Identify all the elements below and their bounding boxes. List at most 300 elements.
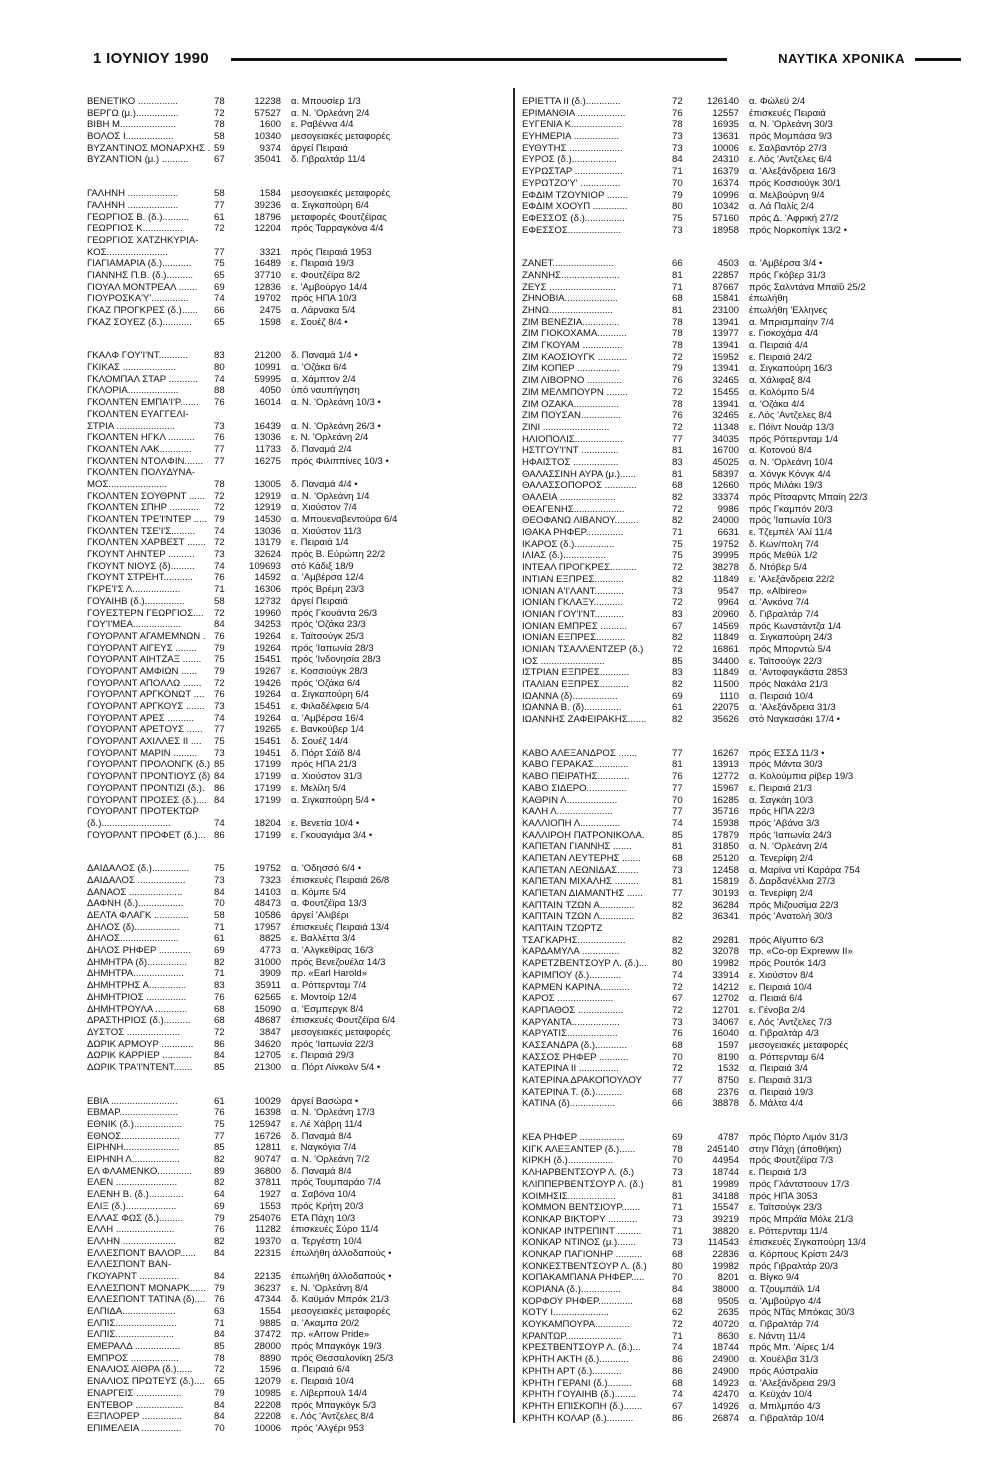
build-year: 73 xyxy=(672,1237,683,1249)
ship-name: ΚΟΝΚΑΡ ΒΙΚΤΟΡΥ ........... xyxy=(522,1213,638,1225)
ship-status: πρός Μιλάκι 19/3 xyxy=(749,480,823,492)
tonnage: 18958 xyxy=(712,224,739,236)
ship-name: ΕΛΛΑΣ ΦΩΣ (δ.)......... xyxy=(87,1212,184,1224)
tonnage: 37472 xyxy=(254,1329,281,1341)
build-year: 71 xyxy=(214,921,225,933)
build-year: 79 xyxy=(672,189,683,201)
ship-row xyxy=(87,1213,487,1225)
ship-name: ΚΡΗΤΗ ΑΚΤΗ (δ.)........... xyxy=(522,1354,629,1366)
tonnage: 16700 xyxy=(712,445,739,457)
build-year: 71 xyxy=(214,1317,225,1329)
ship-status xyxy=(291,1259,487,1271)
build-year: 77 xyxy=(672,782,683,794)
tonnage: 12705 xyxy=(254,1050,281,1062)
ship-status: α. 'Αντοφαγκάστα 2853 xyxy=(749,667,848,679)
ship-row xyxy=(522,935,932,947)
ship-row xyxy=(522,434,932,446)
ship-status: α. 'Οζάκα 4/4 xyxy=(749,398,805,410)
build-year: 89 xyxy=(214,1165,225,1177)
build-year: 73 xyxy=(672,864,683,876)
tonnage: 10006 xyxy=(254,1422,281,1434)
tonnage: 87667 xyxy=(712,281,739,293)
ship-status: α. Κεϋχάν 10/4 xyxy=(749,1389,813,1401)
build-year: 74 xyxy=(214,525,225,537)
tonnage: 9547 xyxy=(717,585,739,597)
ship-row xyxy=(522,841,932,853)
ship-row xyxy=(522,1319,932,1331)
ship-status: δ. Γιβραλτάρ 11/4 xyxy=(291,154,366,166)
ship-status: πρός Βενεζουέλα 14/3 xyxy=(291,956,386,968)
ship-status: α. Σιγκαπούρη 6/4 xyxy=(291,199,369,211)
tonnage: 114543 xyxy=(707,1237,739,1249)
tonnage: 38878 xyxy=(712,1098,739,1110)
tonnage: 13005 xyxy=(254,478,281,490)
ship-name: ΓΚΟΛΝΤΕΝ ΣΟΥΘΡΝΤ ...... xyxy=(87,490,205,502)
header-rule xyxy=(231,58,727,61)
ship-status: ε. Πόϊντ Νουάρ 13/3 xyxy=(749,421,835,433)
ship-status: πρός 'Ινδονησία 28/3 xyxy=(291,654,381,666)
ship-status: πρός Μεθύλ 1/2 xyxy=(749,550,818,562)
tonnage: 33914 xyxy=(712,969,739,981)
ship-name: ΕΛΛΕΣΠΟΝΤ ΜΟΝΑΡΚ...... xyxy=(87,1282,206,1294)
ship-name: ΕΛΠΙΣ....................... xyxy=(87,1317,177,1329)
build-year: 79 xyxy=(214,514,225,525)
tonnage: 13179 xyxy=(254,537,281,549)
build-year: 68 xyxy=(672,1295,683,1307)
build-year: 75 xyxy=(214,863,225,875)
build-year: 76 xyxy=(672,375,683,387)
build-year: 85 xyxy=(672,655,683,667)
tonnage: 16489 xyxy=(254,258,281,270)
build-year: 63 xyxy=(214,1306,225,1317)
ship-name: ΚΡΗΤΗ ΚΟΛΑΡ (δ.).......... xyxy=(522,1412,634,1424)
ship-name: ΔΥΣΤΟΣ .................... xyxy=(87,1026,181,1038)
tonnage: 254076 xyxy=(248,1212,281,1224)
ship-status: α. Ρόττερνταμ 6/4 xyxy=(749,1051,825,1063)
ship-name: ΔΑΙΔΑΛΟΣ (δ.).............. xyxy=(87,863,190,875)
tonnage: 36341 xyxy=(712,911,739,923)
build-year: 66 xyxy=(672,258,683,270)
tonnage: 9964 xyxy=(717,597,739,609)
ship-row xyxy=(522,1413,932,1425)
build-year: 84 xyxy=(214,886,225,898)
tonnage: 12701 xyxy=(712,1004,739,1016)
build-year: 58 xyxy=(214,131,225,143)
left-column xyxy=(87,96,487,1457)
ship-row xyxy=(87,1411,487,1423)
ship-name: ΕΥΡΟΣ (δ.)................. xyxy=(522,154,617,166)
build-year: 83 xyxy=(214,980,225,992)
ship-name: ΓΚΛΟΡΙΑ................... xyxy=(87,385,179,397)
tonnage: 14103 xyxy=(254,886,281,898)
build-year: 73 xyxy=(672,1016,683,1028)
ship-row xyxy=(87,910,487,922)
tonnage: 48687 xyxy=(254,1015,281,1027)
ship-name: ΓΟΥΟΡΛΝΤ ΑΠΟΛΛΩ ....... xyxy=(87,677,202,689)
build-year: 68 xyxy=(672,1086,683,1098)
ship-name: ΚΑΡΠΑΘΟΣ ................. xyxy=(522,1004,624,1016)
ship-status: δ. Κων/πολη 7/4 xyxy=(749,538,819,550)
build-year: 62 xyxy=(672,1307,683,1319)
ship-row xyxy=(522,108,932,120)
ship-row xyxy=(522,911,932,923)
tonnage: 21200 xyxy=(254,350,281,362)
ship-name: ΚΑΠΕΤΑΝ ΓΙΑΝΝΗΣ ....... xyxy=(522,841,632,853)
ship-name: ΕΝΑΡΓΕΙΣ ................. xyxy=(87,1387,182,1399)
ship-row xyxy=(522,1354,932,1366)
ship-name: ΓΟΥΟΡΛΝΤ ΑΡΕΤΟΥΣ ...... xyxy=(87,724,203,736)
build-year: 82 xyxy=(214,1177,225,1189)
ship-row xyxy=(87,736,487,748)
ship-name: ΚΑΡΟΣ ..................... xyxy=(522,993,614,1005)
ship-name: ΚΙΡΚΗ (δ.)................. xyxy=(522,1155,614,1167)
ship-name: ΓΚΛΟΜΠΑΛ ΣΤΑΡ ........... xyxy=(87,373,198,385)
ship-name: ΒΕΝΕΤΙΚΟ ............... xyxy=(87,96,178,107)
tonnage: 12238 xyxy=(254,96,281,107)
build-year: 78 xyxy=(672,1143,683,1155)
ship-name: ΙΟΝΙΑΝ ΕΜΠΡΕΣ .......... xyxy=(522,620,628,632)
ship-status: πρός Ρίτσαρντς Μπαίη 22/3 xyxy=(749,492,868,503)
build-year: 58 xyxy=(214,910,225,921)
ship-status: στό Ναγκασάκι 17/4 • xyxy=(749,714,840,726)
ship-name: ΕΦΔΙΜ ΧΟΟΥΠ ............. xyxy=(522,201,628,213)
ship-name: ΓΚΟΥΑΡΝΤ ............... xyxy=(87,1270,180,1282)
build-year: 80 xyxy=(672,1260,683,1272)
build-year: 72 xyxy=(672,1063,683,1075)
ship-row xyxy=(522,691,932,703)
ship-row xyxy=(87,1027,487,1039)
ship-row xyxy=(87,456,487,468)
ship-row xyxy=(87,409,487,421)
tonnage: 16374 xyxy=(712,177,739,189)
ship-status xyxy=(749,923,932,935)
tonnage: 15451 xyxy=(254,654,281,666)
ship-status: πρ. «Arrow Pride» xyxy=(291,1329,370,1341)
build-year: 74 xyxy=(672,1342,683,1354)
ship-status: πρός Βρέμη 23/3 xyxy=(291,584,365,596)
ship-row xyxy=(87,701,487,713)
build-year: 74 xyxy=(214,817,225,829)
ship-row xyxy=(87,933,487,945)
ship-status: α. 'Αμβέρσα 3/4 • xyxy=(749,258,823,270)
tonnage: 19960 xyxy=(254,607,281,619)
build-year: 70 xyxy=(672,177,683,189)
ship-name: ΕΥΡΩΤΖΟ'Υ' ............... xyxy=(522,177,621,189)
build-year: 65 xyxy=(214,269,225,281)
build-year: 72 xyxy=(214,223,225,235)
build-year: 76 xyxy=(214,572,225,584)
ship-row xyxy=(87,654,487,666)
build-year: 83 xyxy=(672,667,683,679)
build-year: 67 xyxy=(672,1400,683,1412)
ship-name: ΓΙΟΥΑΛ ΜΟΝΤΡΕΑΛ ....... xyxy=(87,281,198,293)
ship-name: ΕΦΕΣΣΟΣ (δ.)............... xyxy=(522,212,625,224)
build-year: 66 xyxy=(672,1098,683,1110)
tonnage: 14569 xyxy=(712,620,739,632)
tonnage: 1600 xyxy=(259,119,281,131)
ship-row xyxy=(87,631,487,643)
ship-name: ΕΛΛΕΣΠΟΝΤ ΤΑΤΙΝΑ (δ).... xyxy=(87,1294,206,1306)
build-year: 70 xyxy=(214,1422,225,1434)
tonnage: 12702 xyxy=(712,993,739,1005)
ship-status: ε. Φουτζέϊρα 8/2 xyxy=(291,269,361,281)
build-year: 77 xyxy=(672,806,683,818)
ship-name: ΕΛΛΕΣΠΟΝΤ ΒΑΝ- xyxy=(87,1259,172,1271)
ship-status: άργεί Πειραιά xyxy=(291,595,348,607)
tonnage: 33374 xyxy=(712,492,739,503)
page-header xyxy=(93,50,961,70)
ship-row xyxy=(522,352,932,364)
ship-status: στό Κάδιξ 18/9 xyxy=(291,560,354,572)
ship-row xyxy=(87,1236,487,1248)
ship-name: ΓΟΥΟΡΛΝΤ ΠΡΟΣΕΣ (δ.).... xyxy=(87,794,207,806)
tonnage: 14530 xyxy=(254,514,281,525)
ship-name: ΚΡΗΤΗ ΓΕΡΑΝΙ (δ.)......... xyxy=(522,1377,632,1389)
ship-status: ε. Λός 'Αντζελες 8/4 xyxy=(291,1411,374,1423)
ship-name: ΕΛΠΙΣ...................... xyxy=(87,1329,174,1341)
build-year: 71 xyxy=(672,166,683,178)
tonnage: 35911 xyxy=(255,980,281,992)
ship-status: ε. Μοντοίρ 12/4 xyxy=(291,991,357,1003)
ship-row xyxy=(522,795,932,807)
ship-name: ΓΟΥΟΡΛΝΤ ΠΡΟΛΟΝΓΚ (δ.) xyxy=(87,759,211,771)
ship-row xyxy=(522,888,932,900)
build-year: 84 xyxy=(214,1411,225,1423)
ship-status: α. Ν. 'Ορλεάνη 10/4 xyxy=(749,456,833,468)
ship-status: πρός Γλάντστοουν 17/3 xyxy=(749,1178,850,1190)
ship-status: α. Χάλιφαξ 8/4 xyxy=(749,375,811,387)
ship-status: ε. Βαλλέττα 3/4 xyxy=(291,933,356,945)
ship-name: ΚΙΓΚ ΑΛΕΞΑΝΤΕΡ (δ.)...... xyxy=(522,1143,636,1155)
ship-status: δ. Παναμά 2/4 xyxy=(291,443,352,455)
ship-name: ΓΑΛΗΝΗ ................... xyxy=(87,199,179,211)
tonnage: 62565 xyxy=(254,991,281,1003)
ship-status: ε. Νάντη 11/4 xyxy=(749,1330,806,1342)
tonnage: 32465 xyxy=(712,410,739,422)
tonnage: 38278 xyxy=(712,562,739,574)
build-year: 74 xyxy=(672,817,683,829)
build-year: 81 xyxy=(672,1190,683,1202)
ship-status: α. Χιούστον 11/3 xyxy=(291,525,362,537)
build-year: 73 xyxy=(672,224,683,236)
build-year: 68 xyxy=(672,1039,683,1051)
build-year: 58 xyxy=(214,595,225,607)
build-year: 81 xyxy=(672,269,683,281)
build-year: 76 xyxy=(214,432,225,444)
ship-name: ΕΙΡΗΝΗ Λ.................. xyxy=(87,1154,180,1166)
ship-status: α. 'Αμβέρσα 12/4 xyxy=(291,572,364,584)
ship-row xyxy=(87,549,487,561)
tonnage: 15819 xyxy=(712,876,739,888)
ship-row xyxy=(87,1107,487,1119)
ship-name: ΔΑΦΝΗ (δ.)................. xyxy=(87,898,184,910)
ship-name: ΖΙΜ ΟΖΑΚΑ................. xyxy=(522,398,620,410)
ship-name: ΚΑΡΔΑΜΥΛΑ .............. xyxy=(522,946,620,958)
ship-row xyxy=(522,830,932,842)
ship-status: α. Μπρισμπαίην 7/4 xyxy=(749,316,834,328)
ship-name: ΚΑΡΥΑΝΤΑ.................. xyxy=(522,1016,620,1028)
tonnage: 12919 xyxy=(254,502,281,514)
ship-name: ΓΙΑΝΝΗΣ Π.Β. (δ.).......... xyxy=(87,269,194,281)
ship-status: πρός 'Ιαπωνία 22/3 xyxy=(291,1038,374,1050)
ship-status: α. Κολούμπια ρίβερ 19/3 xyxy=(749,771,854,783)
ship-row xyxy=(522,492,932,504)
ship-row xyxy=(522,970,932,982)
ship-row xyxy=(87,514,487,526)
ship-name: ΒΥΖΑΝΤΙΝΟΣ ΜΟΝΑΡΧΗΣ . xyxy=(87,142,211,154)
ship-status: πρ. «Co-op Expreww II» xyxy=(749,946,853,958)
ship-name: ΔΗΛΟΣ...................... xyxy=(87,933,179,945)
ship-status: α. Ν. 'Ορλεάνη 30/3 xyxy=(749,119,833,131)
ship-status: πρός Μπαγκόγκ 19/3 xyxy=(291,1341,382,1353)
build-year: 73 xyxy=(672,142,683,154)
ship-row xyxy=(87,759,487,771)
build-year: 83 xyxy=(672,608,683,620)
tonnage: 34400 xyxy=(712,655,739,667)
ship-status: α. Ν. 'Ορλεάνη 7/2 xyxy=(291,1154,370,1166)
ship-name: ΙΚΑΡΟΣ (δ.)............... xyxy=(522,538,615,550)
build-year: 85 xyxy=(214,1061,225,1073)
ship-row xyxy=(522,1132,932,1144)
ship-row xyxy=(522,923,932,935)
ship-name: ΘΕΑΓΕΝΗΣ................... xyxy=(522,503,625,515)
ship-row xyxy=(522,387,932,399)
ship-row xyxy=(522,1202,932,1214)
ship-status: α. Μπουεναβεντούρα 6/4 xyxy=(291,514,398,525)
ship-name: ΓΚΑΖ ΣΟΥΕΖ (δ.)........... xyxy=(87,316,192,328)
ship-row xyxy=(87,270,487,282)
ship-name: ΕΛΛΕΣΠΟΝΤ ΒΑΛΟΡ...... xyxy=(87,1247,196,1259)
ship-status: α. Χάμπτον 2/4 xyxy=(291,373,356,385)
ship-status: πρός Θεσσαλονίκη 25/3 xyxy=(291,1352,394,1364)
ship-name: ΓΚΟΛΝΤΕΝ ΗΓΚΛ .......... xyxy=(87,432,195,444)
tonnage: 26874 xyxy=(712,1412,739,1424)
tonnage: 36284 xyxy=(712,899,739,911)
ship-status: ε. Λίβερπουλ 14/4 xyxy=(291,1387,367,1399)
ship-row xyxy=(522,178,932,190)
ship-name: ΓΟΥΟΡΛΝΤ ΑΧΙΛΛΕΣ ΙΙ .... xyxy=(87,736,202,748)
tonnage: 15455 xyxy=(712,386,739,398)
ship-status: ε. Βενετία 10/4 • xyxy=(291,817,360,829)
tonnage: 19264 xyxy=(254,689,281,701)
ship-row xyxy=(522,1028,932,1040)
tonnage: 19265 xyxy=(254,724,281,736)
tonnage: 12811 xyxy=(255,1142,281,1154)
tonnage: 10586 xyxy=(254,910,281,921)
ship-status: α. 'Αλεξάνδρεια 29/3 xyxy=(749,1377,836,1389)
ship-group xyxy=(87,188,487,328)
build-year: 71 xyxy=(672,281,683,293)
ship-row xyxy=(87,479,487,491)
tonnage: 1532 xyxy=(717,1063,739,1075)
build-year: 73 xyxy=(214,549,225,561)
ship-status: μεσογειακές μεταφορές xyxy=(291,1306,391,1317)
ship-row xyxy=(522,1214,932,1226)
build-year: 81 xyxy=(672,841,683,853)
ship-row xyxy=(87,1062,487,1074)
ship-status: ε. Ν. 'Ορλεάνη 2/4 xyxy=(291,432,369,444)
ship-row xyxy=(522,597,932,609)
ship-status: δ. Παναμά 8/4 xyxy=(291,1130,352,1142)
ship-name: ΙΝΤΕΑΛ ΠΡΟΓΚΡΕΣ.......... xyxy=(522,562,637,574)
ship-name: ΖΙΝΙ ......................... xyxy=(522,421,610,433)
ship-row xyxy=(87,863,487,875)
tonnage: 24000 xyxy=(712,515,739,527)
tonnage: 40720 xyxy=(712,1319,739,1331)
ship-row xyxy=(522,1005,932,1017)
tonnage: 39995 xyxy=(712,550,739,562)
build-year: 68 xyxy=(672,1248,683,1260)
ship-name: ΓΟΥΟΡΛΝΤ ΠΡΟΝΤΙΖΙ (δ.). xyxy=(87,782,205,794)
tonnage: 17879 xyxy=(712,829,739,841)
ship-row xyxy=(87,1131,487,1143)
tonnage: 19982 xyxy=(712,1260,739,1272)
ship-name: ΚΑΠΤΑΙΝ ΤΖΩΡΤΖ xyxy=(522,923,603,935)
tonnage: 7323 xyxy=(259,874,281,886)
ship-name: ΚΑΣΣΑΝΔΡΑ (δ.)............ xyxy=(522,1039,627,1051)
ship-row xyxy=(522,1342,932,1354)
build-year: 88 xyxy=(214,385,225,397)
build-year: 80 xyxy=(214,362,225,374)
ship-name: ΓΟΥΟΡΛΝΤ ΑΡΓΚΟΝΩΤ .... xyxy=(87,689,205,701)
tonnage: 35041 xyxy=(254,154,281,166)
ship-status: πρός ΗΠΑ 21/3 xyxy=(291,759,357,771)
ship-name: ΔΩΡΙΚ ΤΡΑ'Ι'ΝΤΕΝΤ....... xyxy=(87,1061,193,1073)
ship-status: α. 'Ανκόνα 7/4 xyxy=(749,597,810,609)
tonnage: 21300 xyxy=(254,1061,281,1073)
ship-status: έπισκευές Πειραιά xyxy=(749,107,826,119)
tonnage: 13631 xyxy=(712,131,739,143)
ship-status: πρός Γιβραλτάρ 20/3 xyxy=(749,1260,839,1272)
ship-status: πρός ΗΠΑ 10/3 xyxy=(291,293,357,305)
ship-name: ΙΟΝΙΑΝ ΕΞΠΡΕΣ........... xyxy=(522,632,626,644)
ship-name: ΓΚΟΛΝΤΕΝ ΠΟΛΥΔΥΝΑ- xyxy=(87,467,196,479)
tonnage: 19451 xyxy=(254,747,281,759)
ship-status: δ. Παναμά 8/4 xyxy=(291,1165,352,1177)
ship-name: ΚΟΜΜΟΝ ΒΕΝΤΣΙΟΥΡ....... xyxy=(522,1202,641,1214)
build-year: 85 xyxy=(214,1341,225,1353)
ship-row xyxy=(522,1237,932,1249)
ship-row xyxy=(87,1224,487,1236)
ship-name: ΓΚΟΛΝΤΕΝ ΕΥΑΓΓΕΛΙ- xyxy=(87,408,189,420)
ship-name: ΕΜΠΡΟΣ .................. xyxy=(87,1352,179,1364)
ship-group xyxy=(522,748,932,1110)
tonnage: 12772 xyxy=(712,771,739,783)
build-year: 74 xyxy=(672,969,683,981)
ship-row xyxy=(87,421,487,433)
build-year: 72 xyxy=(672,643,683,655)
build-year: 72 xyxy=(214,502,225,514)
build-year: 82 xyxy=(672,946,683,958)
ship-row xyxy=(522,1226,932,1238)
build-year: 68 xyxy=(214,1003,225,1015)
build-year: 75 xyxy=(214,654,225,666)
ship-name: ΖΑΝΝΗΣ...................... xyxy=(522,269,620,281)
ship-group xyxy=(87,863,487,1073)
ship-status: πρός Κωνστάντζα 1/4 xyxy=(749,620,841,632)
ship-row xyxy=(87,724,487,736)
ship-row xyxy=(87,385,487,397)
ship-row xyxy=(87,1096,487,1108)
ship-name: ΖΗΝΩ........................ xyxy=(522,305,613,316)
column-divider xyxy=(513,88,515,1423)
ship-row xyxy=(522,445,932,457)
ship-status: α. Γιβραλτάρ 4/3 xyxy=(749,1028,819,1040)
ship-name: ΖΕΥΣ ......................... xyxy=(522,281,616,293)
ship-name: ΚΑΤΕΡΙΝΑ ΔΡΑΚΟΠΟΥΛΟΥ xyxy=(522,1075,642,1086)
ship-name: ΙΟΝΙΑΝ ΓΟΥ'Ι'ΝΤ........... xyxy=(522,608,624,620)
tonnage: 24310 xyxy=(712,154,739,166)
